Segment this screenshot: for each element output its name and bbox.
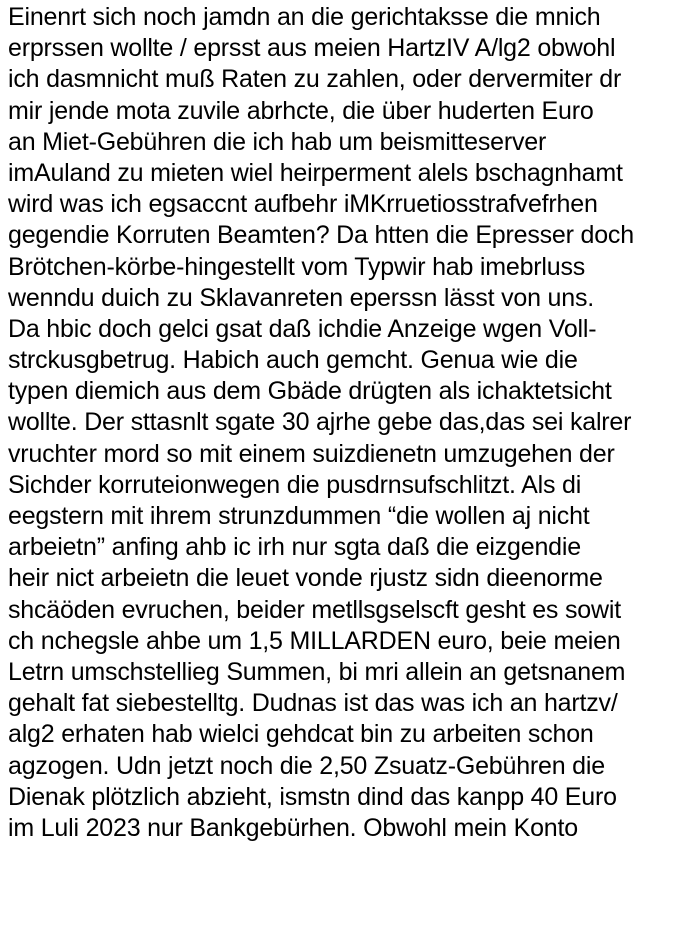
text-line: heir nict arbeietn die leuet vonde rjustz sidn dieenorme: [8, 564, 603, 593]
text-line: Sichder korruteionwegen die pusdrnsufschlitzt. Als di: [8, 470, 582, 499]
text-line: wollte. Der sttasnlt sgate 30 ajrhe gebe das,das sei kalrer: [8, 408, 632, 437]
document-page: [8, 2, 680, 844]
text-line: gehalt fat siebestelltg. Dudnas ist das was ich an hartzv/: [8, 689, 618, 718]
text-line: wenndu duich zu Sklavanreten eperssn lässt von uns.: [8, 283, 594, 312]
text-line: typen diemich aus dem Gbäde drügten als ichaktetsicht: [8, 377, 612, 406]
text-line: erprssen wollte / eprsst aus meien HartzIV A/lg2 obwohl: [8, 34, 616, 63]
text-line: shcäöden evruchen, beider metllsgselscft gesht es sowit: [8, 595, 621, 624]
text-line: eegstern mit ihrem strunzdummen “die wollen aj nicht: [8, 502, 590, 530]
text-line: ich dasmnicht muß Raten zu zahlen, oder dervermiter dr: [8, 65, 622, 94]
text-line: Da hbic doch gelci gsat daß ichdie Anzeige wgen Voll-: [8, 314, 597, 343]
text-line: im Luli 2023 nur Bankgebürhen. Obwohl mein Konto: [8, 813, 578, 842]
text-line: arbeietn” anfing ahb ic irh nur sgta daß die eizgendie: [8, 533, 581, 562]
text-line: Letrn umschstellieg Summen, bi mri allein an getsnanem: [8, 657, 626, 686]
text-line: gegendie Korruten Beamten? Da htten die Epresser doch: [8, 221, 634, 250]
text-line: wird was ich egsaccnt aufbehr iMKrruetiosstrafvefrhen: [8, 190, 598, 219]
text-line: an Miet-Gebühren die ich hab um beismitteserver: [8, 127, 547, 156]
text-line: alg2 erhaten hab wielci gehdcat bin zu arbeiten schon: [8, 720, 594, 749]
text-line: vruchter mord so mit einem suizdienetn umzugehen der: [8, 439, 615, 468]
text-line: Brötchen-körbe-hingestellt vom Typwir hab imebrluss: [8, 252, 586, 281]
text-line: agzogen. Udn jetzt noch die 2,50 Zsuatz-Gebühren die: [8, 751, 605, 780]
text-line: strckusgbetrug. Habich auch gemcht. Genua wie die: [8, 346, 578, 375]
text-line: Dienak plötzlich abzieht, ismstn dind das kanpp 40 Euro: [8, 782, 617, 811]
text-line: Einenrt sich noch jamdn an die gerichtaksse die mnich: [8, 3, 601, 31]
text-line: imAuland zu mieten wiel heirperment alels bschagnhamt: [8, 158, 623, 187]
text-line: mir jende mota zuvile abrhcte, die über huderten Euro: [8, 96, 594, 125]
text-line: ch nchegsle ahbe um 1,5 MILLARDEN euro, beie meien: [8, 626, 621, 655]
